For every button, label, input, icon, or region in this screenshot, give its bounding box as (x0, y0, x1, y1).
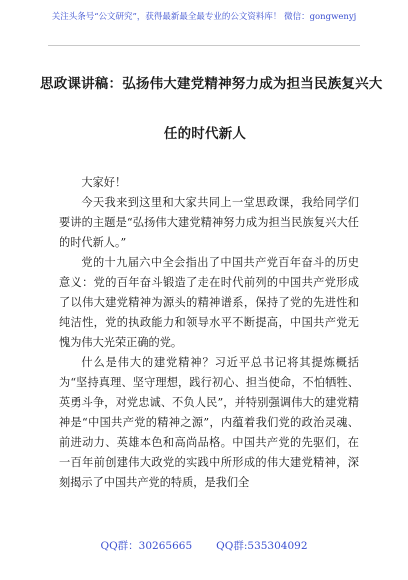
header-divider (48, 45, 360, 46)
document-title-line-1: 思政课讲稿：弘扬伟大建党精神努力成为担当民族复兴大 (40, 76, 383, 92)
footer-qq-group-2: QQ群:535304092 (216, 540, 308, 552)
body-paragraph: 什么是伟大的建党精神？习近平总书记将其提炼概括为“坚持真理、坚守理想，践行初心、担当使命，不怕牺牲、英勇斗争，对党忠诚、不负人民”，并特别强调伟大的建党精神是“中国共产党的精神之源”，内蕴着我们党的政治灵魂、前进动力、英雄本色和高尚品格。中国共产党的先驱们，在一百年前创建伟大政党的实践中所形成的伟大建党精神，深刻揭示了中国共产党的特质，是我们全 (59, 356, 359, 489)
footer-qq-group-1: QQ群：30265665 (100, 540, 193, 552)
document-title-line-2: 任的时代新人 (163, 126, 247, 142)
body-paragraph: 党的十九届六中全会指出了中国共产党百年奋斗的历史意义：党的百年奋斗锻造了走在时代前列的中国共产党形成了以伟大建党精神为源头的精神谱系，保持了党的先进性和纯洁性，党的执政能力和领导水平不断提高，中国共产党无愧为伟大光荣正确的党。 (59, 256, 359, 349)
document-body (59, 163, 359, 493)
greeting-paragraph: 大家好！ (81, 176, 127, 189)
body-paragraph: 今天我来到这里和大家共同上一堂思政课，我给同学们要讲的主题是“弘扬伟大建党精神努力成为担当民族复兴大任的时代新人。” (59, 196, 359, 249)
page-footer (0, 538, 408, 553)
page-header-banner: 关注头条号“公文研究”，获得最新最全最专业的公文资料库！ 微信：gongwenyj (51, 12, 357, 22)
